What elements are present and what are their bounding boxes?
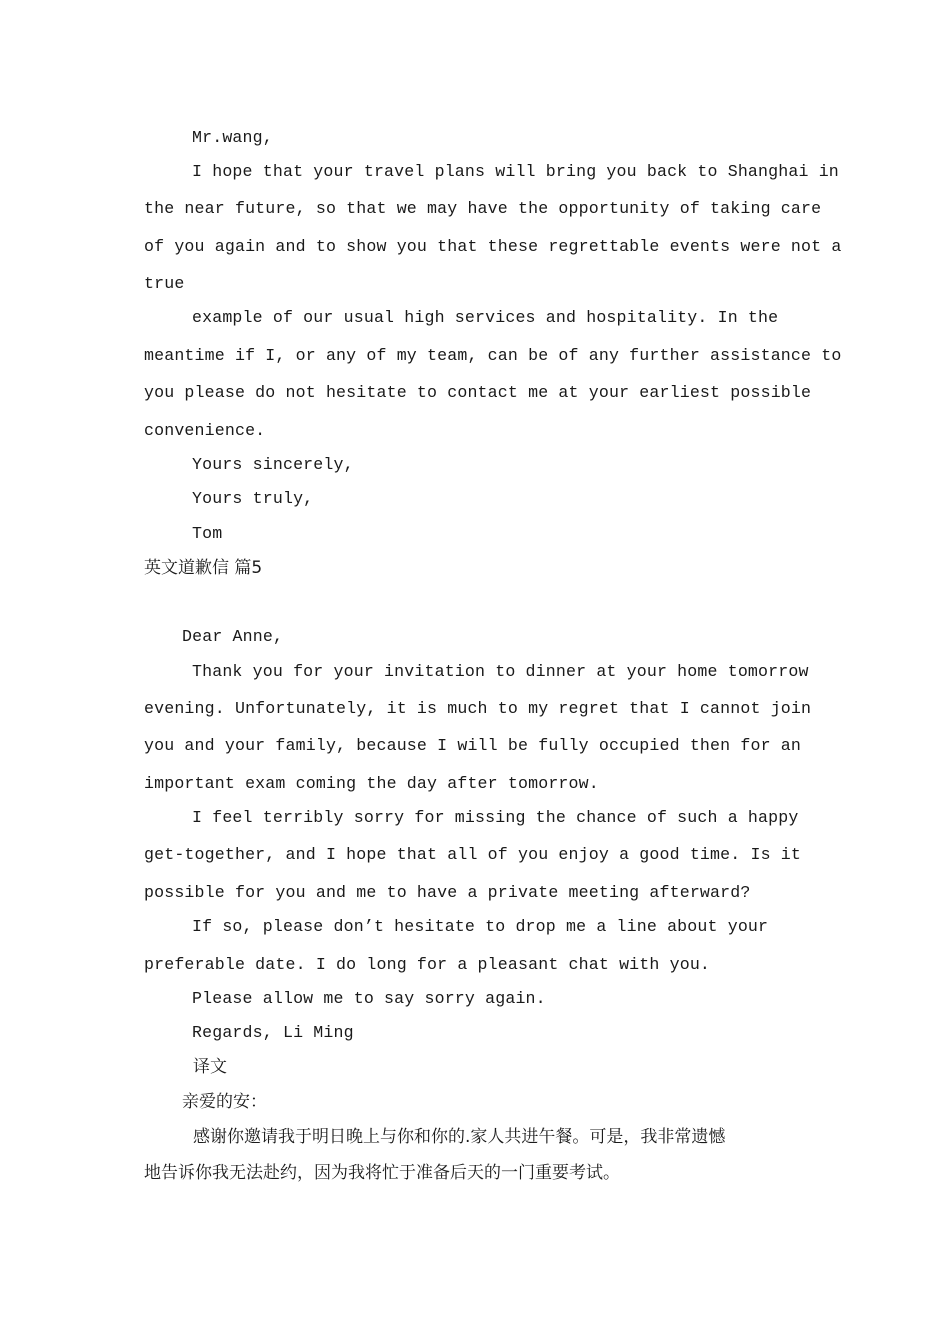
letter1-para1-line3: of you again and to show you that these regrettable events were not a <box>144 237 842 256</box>
letter2-para2-line1: I feel terribly sorry for missing the chance of such a happy <box>192 808 799 827</box>
letter2-para1-line2: evening. Unfortunately, it is much to my regret that I cannot join <box>144 699 812 718</box>
letter1-closing1: Yours sincerely, <box>192 455 354 474</box>
translation-para1-line2: 地告诉你我无法赴约，因为我将忙于准备后天的一门重要考试。 <box>144 1163 620 1183</box>
letter1-para1-line4: true <box>144 274 185 293</box>
letter1-para2-line3: you please do not hesitate to contact me at your earliest possible <box>144 383 812 402</box>
letter1-para1-line1: I hope that your travel plans will bring you back to Shanghai in <box>192 162 839 181</box>
letter2-para1-line4: important exam coming the day after tomorrow. <box>144 774 599 793</box>
letter1-para2-line1: example of our usual high services and hospitality. In the <box>192 308 779 327</box>
translation-salutation: 亲爱的安： <box>182 1092 267 1112</box>
letter1-para2-line4: convenience. <box>144 421 266 440</box>
letter2-para1-line3: you and your family, because I will be fully occupied then for an <box>144 736 802 755</box>
letter1-signature: Tom <box>192 524 223 543</box>
letter2-para3-line1: If so, please don’t hesitate to drop me a line about your <box>192 917 769 936</box>
letter2-para2-line2: get-together, and I hope that all of you enjoy a good time. Is it <box>144 845 802 864</box>
letter2-para3-line2: preferable date. I do long for a pleasant chat with you. <box>144 955 711 974</box>
letter1-para2-line2: meantime if I, or any of my team, can be of any further assistance to <box>144 346 842 365</box>
letter1-closing2: Yours truly, <box>192 489 314 508</box>
section-heading: 英文道歉信 篇5 <box>144 558 263 578</box>
translation-label: 译文 <box>193 1057 227 1077</box>
letter2-para1-line1: Thank you for your invitation to dinner at your home tomorrow <box>192 662 809 681</box>
letter2-salutation: Dear Anne, <box>182 627 284 646</box>
letter2-regards: Regards, Li Ming <box>192 1023 354 1042</box>
letter2-closing: Please allow me to say sorry again. <box>192 989 546 1008</box>
letter2-para2-line3: possible for you and me to have a private meeting afterward? <box>144 883 751 902</box>
letter1-salutation: Mr.wang, <box>192 128 273 147</box>
translation-para1-line1: 感谢你邀请我于明日晚上与你和你的.家人共进午餐。可是，我非常遗憾 <box>193 1127 726 1147</box>
letter1-para1-line2: the near future, so that we may have the opportunity of taking care <box>144 199 822 218</box>
